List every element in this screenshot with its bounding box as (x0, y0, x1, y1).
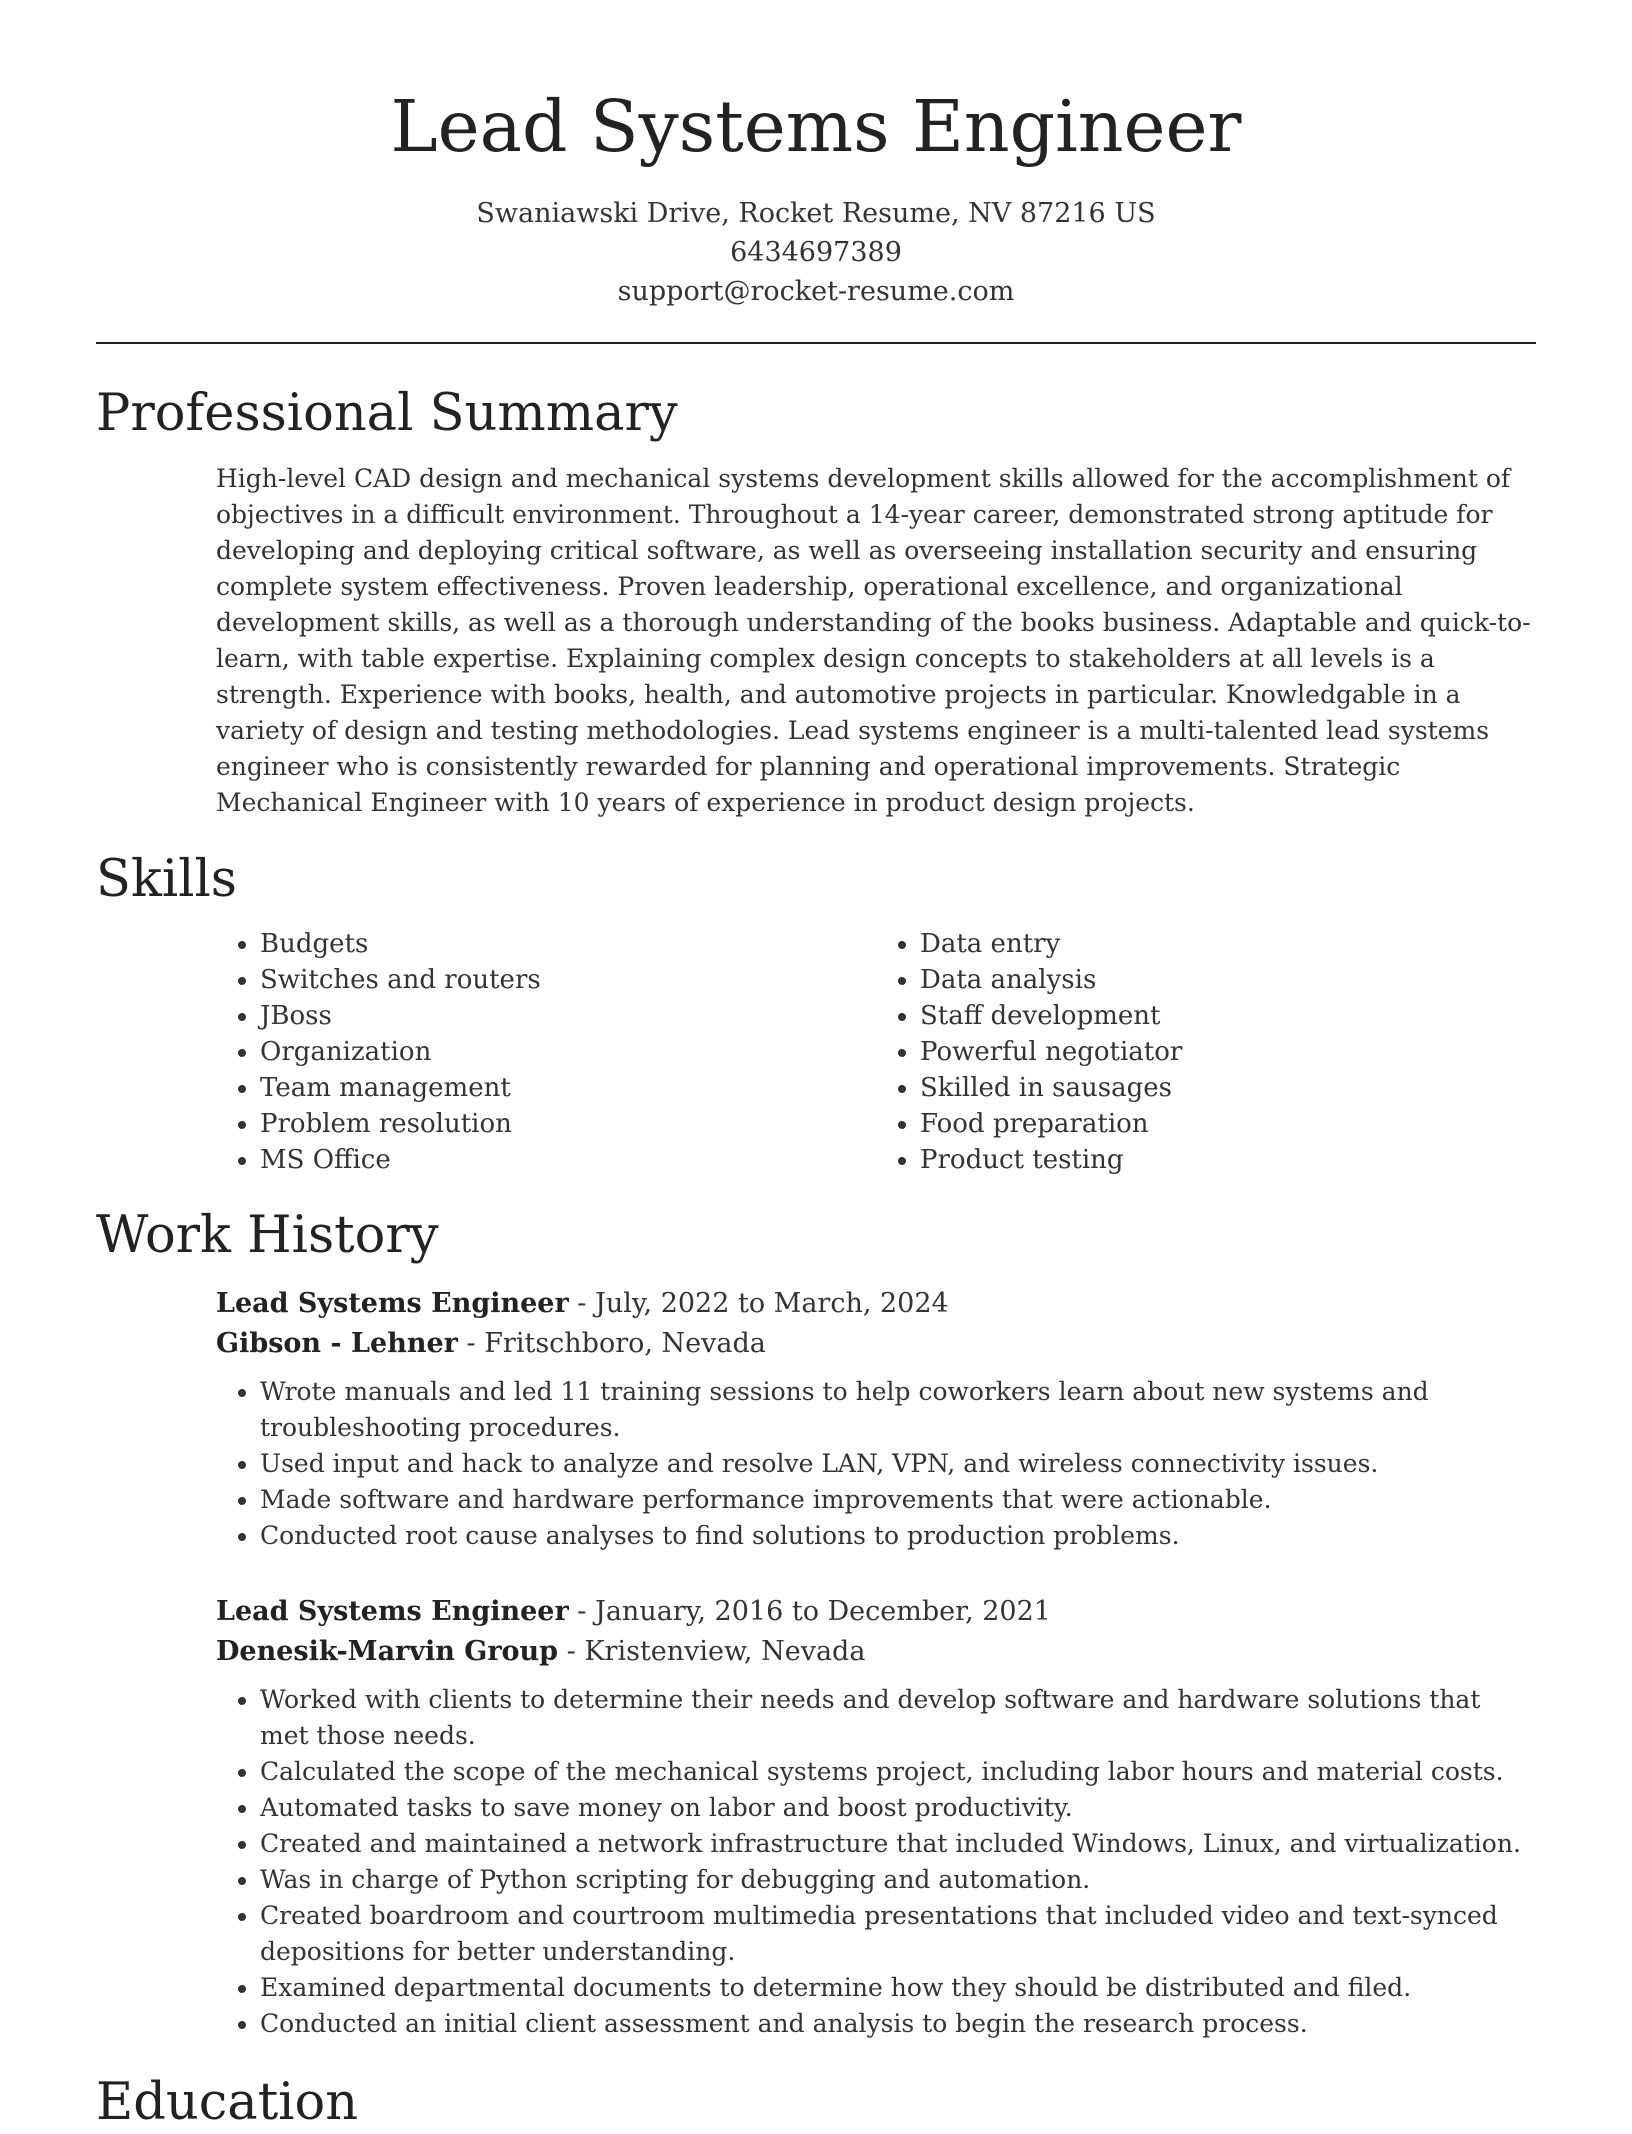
header-divider (96, 342, 1536, 344)
job-location: Fritschboro, Nevada (484, 1328, 766, 1359)
job-separator: - (577, 1288, 596, 1319)
job-bullets (216, 1374, 1536, 1554)
job-separator: - (577, 1596, 596, 1627)
skill-item: • Team management (260, 1070, 876, 1106)
job-bullet: • Conducted root cause analyses to find solutions to production problems. (260, 1518, 1536, 1554)
job-bullet: • Wrote manuals and led 11 training sessions to help coworkers learn about new systems and troubleshooting procedures. (260, 1374, 1536, 1446)
job-separator: - (466, 1328, 485, 1359)
job-bullet: • Conducted an initial client assessment and analysis to begin the research process. (260, 2006, 1536, 2042)
work-history-heading: Work History (96, 1206, 439, 1265)
resume-header (0, 84, 1632, 311)
job-bullet: • Examined departmental documents to determine how they should be distributed and filed. (260, 1970, 1536, 2006)
job-company: Gibson - Lehner (216, 1328, 458, 1359)
job-company-line (216, 1324, 1536, 1364)
skill-item: • Organization (260, 1034, 876, 1070)
job-location: Kristenview, Nevada (584, 1636, 866, 1667)
contact-email: support@rocket-resume.com (617, 276, 1015, 307)
job-bullet: • Created boardroom and courtroom multimedia presentations that included video and text-synced depositions for better understanding. (260, 1898, 1536, 1970)
job-bullet: • Used input and hack to analyze and resolve LAN, VPN, and wireless connectivity issues. (260, 1446, 1536, 1482)
skill-item: • Budgets (260, 926, 876, 962)
job-bullet: • Worked with clients to determine their needs and develop software and hardware solutions that met those needs. (260, 1682, 1536, 1754)
job-dates: July, 2022 to March, 2024 (595, 1288, 949, 1319)
job-separator: - (566, 1636, 585, 1667)
skill-item: • Data entry (920, 926, 1536, 962)
summary-text: High-level CAD design and mechanical systems development skills allowed for the accomplishment of objectives in a difficult environment. Throughout a 14-year career, demonstrated strong aptitude for developing and deploying critical software, as well as overseeing installation security and ensuring complete system effectiveness. Proven leadership, operational excellence, and organizational development skills, as well as a thorough understanding of the books business. Adaptable and quick-to-learn, with table expertise. Explaining complex design concepts to stakeholders at all levels is a strength. Experience with books, health, and automotive projects in particular. Knowledgable in a variety of design and testing methodologies. Lead systems engineer is a multi-talented lead systems engineer who is consistently rewarded for planning and operational improvements. Strategic Mechanical Engineer with 10 years of experience in product design projects. (216, 464, 1531, 817)
skills-column-left (216, 926, 876, 1178)
contact-address: Swaniawski Drive, Rocket Resume, NV 87216 US (476, 198, 1156, 229)
job-bullets (216, 1682, 1536, 2042)
job-title-line (216, 1592, 1536, 1632)
skill-item: • Switches and routers (260, 962, 876, 998)
skills-list (216, 926, 1536, 1178)
summary-heading: Professional Summary (96, 384, 678, 443)
job-bullet: • Made software and hardware performance improvements that were actionable. (260, 1482, 1536, 1518)
skill-item: • Staff development (920, 998, 1536, 1034)
job-role: Lead Systems Engineer (216, 1288, 569, 1319)
job-company-line (216, 1632, 1536, 1672)
job-bullet: • Calculated the scope of the mechanical systems project, including labor hours and material costs. (260, 1754, 1536, 1790)
job-bullet: • Was in charge of Python scripting for debugging and automation. (260, 1862, 1536, 1898)
skill-item: • Data analysis (920, 962, 1536, 998)
job-company: Denesik-Marvin Group (216, 1636, 559, 1667)
job-title-line (216, 1284, 1536, 1324)
job-role: Lead Systems Engineer (216, 1596, 569, 1627)
skill-item: • Product testing (920, 1142, 1536, 1178)
job-bullet: • Created and maintained a network infrastructure that included Windows, Linux, and virtualization. (260, 1826, 1536, 1862)
job-dates: January, 2016 to December, 2021 (595, 1596, 1051, 1627)
skill-item: • Problem resolution (260, 1106, 876, 1142)
job-entry (216, 1284, 1536, 1554)
skill-item: • Powerful negotiator (920, 1034, 1536, 1070)
skill-item: • MS Office (260, 1142, 876, 1178)
contact-phone: 6434697389 (730, 237, 902, 268)
skill-item: • Food preparation (920, 1106, 1536, 1142)
skill-item: • Skilled in sausages (920, 1070, 1536, 1106)
job-entry (216, 1592, 1536, 2042)
skills-column-right (876, 926, 1536, 1178)
candidate-name: Lead Systems Engineer (390, 85, 1242, 168)
education-heading: Education (96, 2073, 359, 2132)
skills-heading: Skills (96, 850, 237, 909)
contact-block (0, 194, 1632, 311)
skill-item: • JBoss (260, 998, 876, 1034)
job-bullet: • Automated tasks to save money on labor and boost productivity. (260, 1790, 1536, 1826)
